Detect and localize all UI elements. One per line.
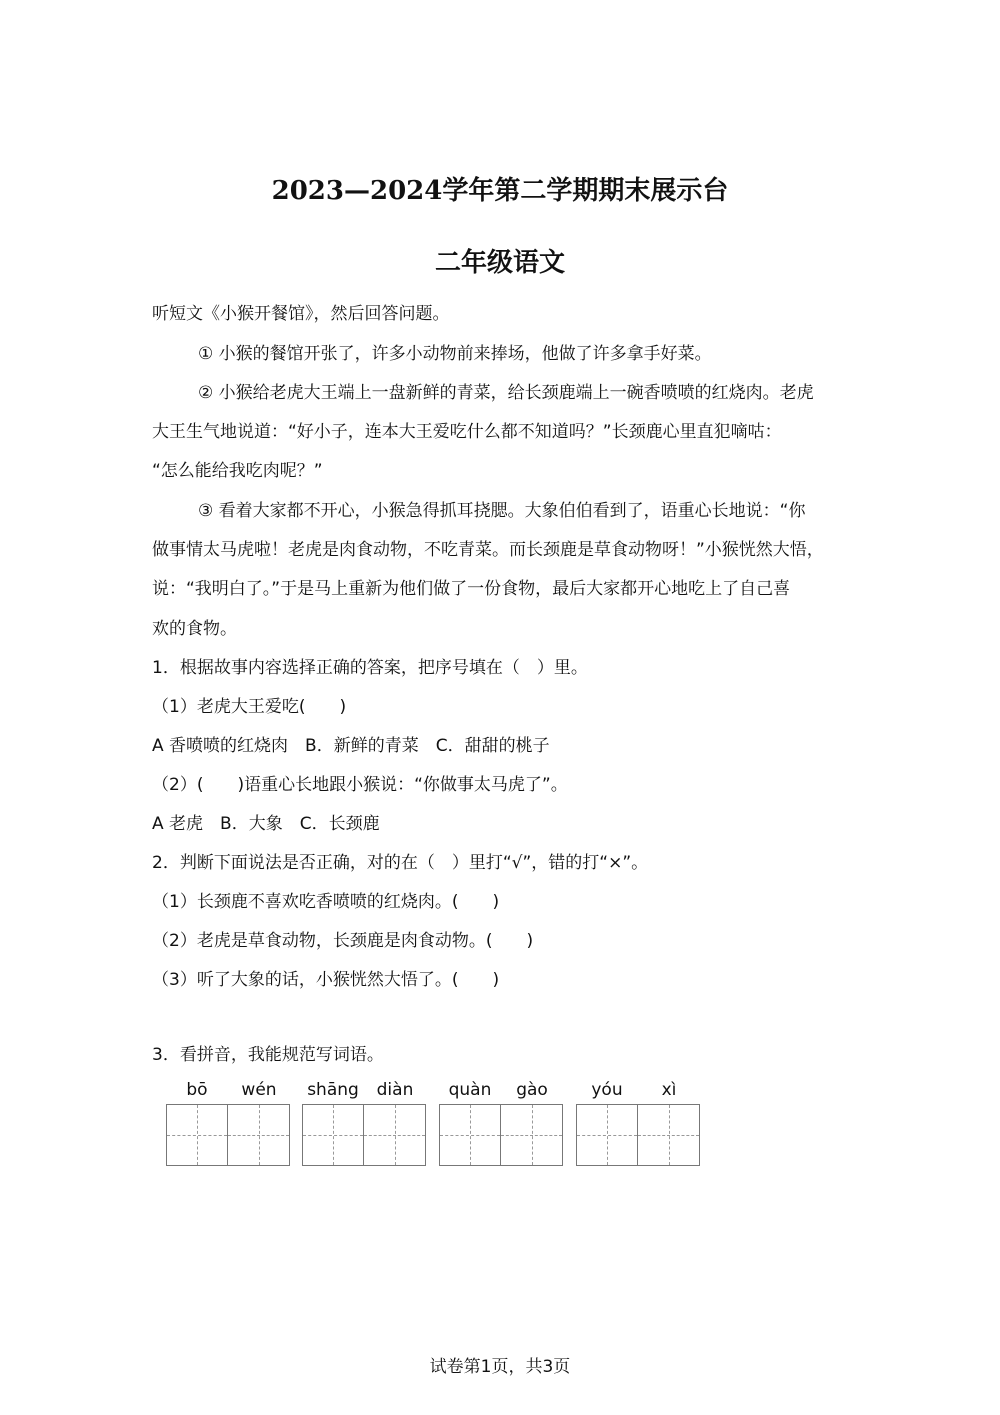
writing-cell[interactable] <box>228 1104 290 1166</box>
writing-cell[interactable] <box>166 1104 228 1166</box>
passage-paragraph-3-line-3: 说：“我明白了。”于是马上重新为他们做了一份食物，最后大家都开心地吃上了自己喜 <box>152 579 791 599</box>
passage-paragraph-3-line-1: ③ 看着大家都不开心，小猴急得抓耳挠腮。大象伯伯看到了，语重心长地说：“你 <box>198 501 806 521</box>
exam-title: 2023—2024学年第二学期期末展示台 <box>271 176 729 206</box>
pinyin-label: wén <box>241 1080 277 1100</box>
passage-intro: 听短文《小猴开餐馆》，然后回答问题。 <box>152 304 450 324</box>
pinyin-label: yóu <box>591 1080 623 1100</box>
exam-subtitle: 二年级语文 <box>434 248 565 278</box>
passage-paragraph-2-line-1: ② 小猴给老虎大王端上一盘新鲜的青菜，给长颈鹿端上一碗香喷喷的红烧肉。老虎 <box>198 383 814 403</box>
writing-grid-word-3 <box>439 1104 563 1166</box>
question-2-sub-2: （2）老虎是草食动物，长颈鹿是肉食动物。( ) <box>152 931 534 951</box>
writing-cell[interactable] <box>364 1104 426 1166</box>
page-footer: 试卷第1页，共3页 <box>429 1357 571 1377</box>
passage-paragraph-3-line-2: 做事情太马虎啦！老虎是肉食动物，不吃青菜。而长颈鹿是草食动物呀！”小猴恍然大悟， <box>152 540 824 560</box>
question-3-stem: 3．看拼音，我能规范写词语。 <box>152 1045 384 1065</box>
passage-paragraph-2-line-3: “怎么能给我吃肉呢？” <box>152 461 323 481</box>
pinyin-label: quàn <box>448 1080 492 1100</box>
writing-cell[interactable] <box>576 1104 638 1166</box>
writing-grid-word-1 <box>166 1104 290 1166</box>
writing-grid-word-4 <box>576 1104 700 1166</box>
writing-cell[interactable] <box>302 1104 364 1166</box>
question-1-sub-1-options: A 香喷喷的红烧肉 B．新鲜的青菜 C．甜甜的桃子 <box>152 736 550 756</box>
passage-paragraph-1: ① 小猴的餐馆开张了，许多小动物前来捧场，他做了许多拿手好菜。 <box>198 344 712 364</box>
question-1-sub-2: （2）( )语重心长地跟小猴说：“你做事太马虎了”。 <box>152 775 568 795</box>
question-2-sub-1: （1）长颈鹿不喜欢吃香喷喷的红烧肉。( ) <box>152 892 500 912</box>
pinyin-label: xì <box>661 1080 677 1100</box>
question-2-stem: 2．判断下面说法是否正确，对的在（ ）里打“√”，错的打“×”。 <box>152 853 649 873</box>
question-1-sub-2-options: A 老虎 B．大象 C．长颈鹿 <box>152 814 380 834</box>
writing-cell[interactable] <box>638 1104 700 1166</box>
pinyin-label: diàn <box>376 1080 414 1100</box>
question-1-sub-1: （1）老虎大王爱吃( ) <box>152 697 347 717</box>
passage-paragraph-3-line-4: 欢的食物。 <box>152 619 237 639</box>
pinyin-label: bō <box>186 1080 208 1100</box>
pinyin-label: shāng <box>307 1080 359 1100</box>
writing-grid-word-2 <box>302 1104 426 1166</box>
writing-cell[interactable] <box>439 1104 501 1166</box>
passage-paragraph-2-line-2: 大王生气地说道：“好小子，连本大王爱吃什么都不知道吗？”长颈鹿心里直犯嘀咕： <box>152 422 782 442</box>
writing-cell[interactable] <box>501 1104 563 1166</box>
question-1-stem: 1．根据故事内容选择正确的答案，把序号填在（ ）里。 <box>152 658 588 678</box>
question-2-sub-3: （3）听了大象的话，小猴恍然大悟了。( ) <box>152 970 500 990</box>
pinyin-label: gào <box>516 1080 548 1100</box>
